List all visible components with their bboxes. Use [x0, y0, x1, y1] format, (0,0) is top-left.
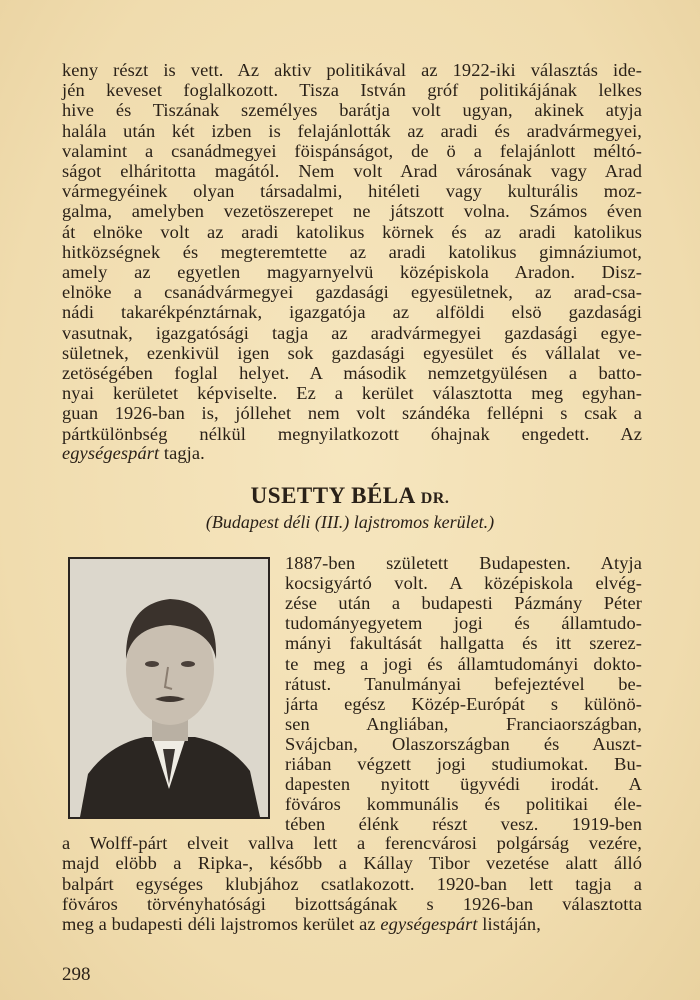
text-line: valamint a csanádmegyei föispánságot, de ö a felajánlott méltó-	[62, 140, 642, 161]
text-line: a Wolff-párt elveit vallva lett a ferencvárosi polgárság vezére,	[62, 833, 642, 853]
text-line: te meg a jogi és államtudományi dokto-	[285, 653, 642, 674]
text-line: halála után két izben is felajánlották az aradi és aradvármegyei,	[62, 120, 642, 141]
text-line: balpárt egységes klubjához csatlakozott. 1920-ban lett tagja a	[62, 873, 642, 894]
text-line: zése után a budapesti Pázmány Péter	[285, 593, 642, 614]
text-line: rátust. Tanulmányai befejeztével be-	[285, 673, 642, 694]
text-line: föváros törvényhatósági bizottságának s 1926-ban választotta	[62, 893, 642, 914]
text-line: ságot elháritotta magától. Nem volt Arad városának vagy Arad	[62, 161, 642, 181]
text-line: át elnöke volt az aradi katolikus körnek és az aradi katolikus	[62, 221, 642, 242]
text-line: nyai kerületet képviselte. Ez a kerület választotta meg egyhan-	[62, 383, 642, 404]
text-line: dapesten nyitott ügyvédi irodát. A	[285, 774, 642, 795]
party-name-italic: egységespárt	[380, 914, 478, 934]
text-line: galma, amelyben vezetöszerepet ne játszott volna. Számos éven	[62, 201, 642, 222]
title-suffix: DR.	[420, 490, 450, 507]
district-subtitle: (Budapest déli (III.) lajstromos kerület.)	[205, 512, 495, 532]
text-line: pártkülönbség nélkül megnyilatkozott óhajnak engedett. Az	[62, 423, 642, 444]
text-line: amely az egyetlen magyarnyelvü középiskola Aradon. Disz-	[62, 262, 642, 282]
text-line: föváros kommunális és politikai éle-	[285, 794, 642, 815]
text-line: majd elöbb a Ripka-, később a Kállay Tibor vezetése alatt álló	[62, 853, 642, 874]
text-line: jén keveset foglalkozott. Tisza István gróf politikájának lelkes	[62, 80, 642, 101]
text: tagja.	[159, 443, 205, 463]
text-line: riában végzett jogi studiumokat. Bu-	[285, 754, 642, 774]
text-line: sületnek, ezenkivül igen sok gazdasági egyesület és vállalat ve-	[62, 342, 642, 363]
text-line: 1887-ben született Budapesten. Atyja	[285, 553, 642, 573]
text-line: hive és Tiszának személyes barátja volt ugyan, akinek atyja	[62, 100, 642, 121]
text-line: tudományegyetem jogi és államtudo-	[285, 613, 642, 634]
paragraph-last-line	[62, 443, 642, 463]
party-name-italic: egységespárt	[62, 443, 160, 463]
text-line: hitközségnek és megteremtette az aradi katolikus gimnáziumot,	[62, 241, 642, 262]
portrait-photo	[68, 557, 270, 819]
text: meg a budapesti déli lajstromos kerület az	[62, 914, 381, 934]
text-line: kocsigyártó volt. A középiskola elvég-	[285, 573, 642, 594]
final-line	[62, 914, 642, 934]
text-line: guan 1926-ban is, jóllehet nem volt szándéka fellépni s csak a	[62, 403, 642, 424]
text: listáján,	[477, 914, 541, 934]
text-line: vasutnak, igazgatósági tagja az aradvármegyei gazdasági egye-	[62, 322, 642, 343]
person-name: USETTY BÉLA	[250, 483, 415, 508]
text-line: Svájcban, Olaszországban és Auszt-	[285, 733, 642, 754]
text-line: zetöségében foglal helyet. A második nemzetgyülésen a batto-	[62, 363, 642, 383]
text-line: tében élénk részt vesz. 1919-ben	[285, 814, 642, 835]
text-line: nádi takarékpénztárnak, igazgatója az alföldi elsö gazdasági	[62, 302, 642, 323]
text-line: mányi fakultását hallgatta és itt szerez-	[285, 633, 642, 654]
text-line: elnöke a csanádvármegyei gazdasági egyesületnek, az arad-csa-	[62, 282, 642, 303]
page-number: 298	[62, 964, 91, 985]
text-line: vármegyéinek olyan társadalmi, hitéleti vagy kulturális moz-	[62, 181, 642, 202]
text-line: sen Angliában, Franciaországban,	[285, 713, 642, 734]
text-line: járta egész Közép-Európát s különö-	[285, 693, 642, 714]
entry-heading	[0, 483, 700, 509]
text-line: keny részt is vett. Az aktiv politikával az 1922-iki választás ide-	[62, 60, 642, 80]
